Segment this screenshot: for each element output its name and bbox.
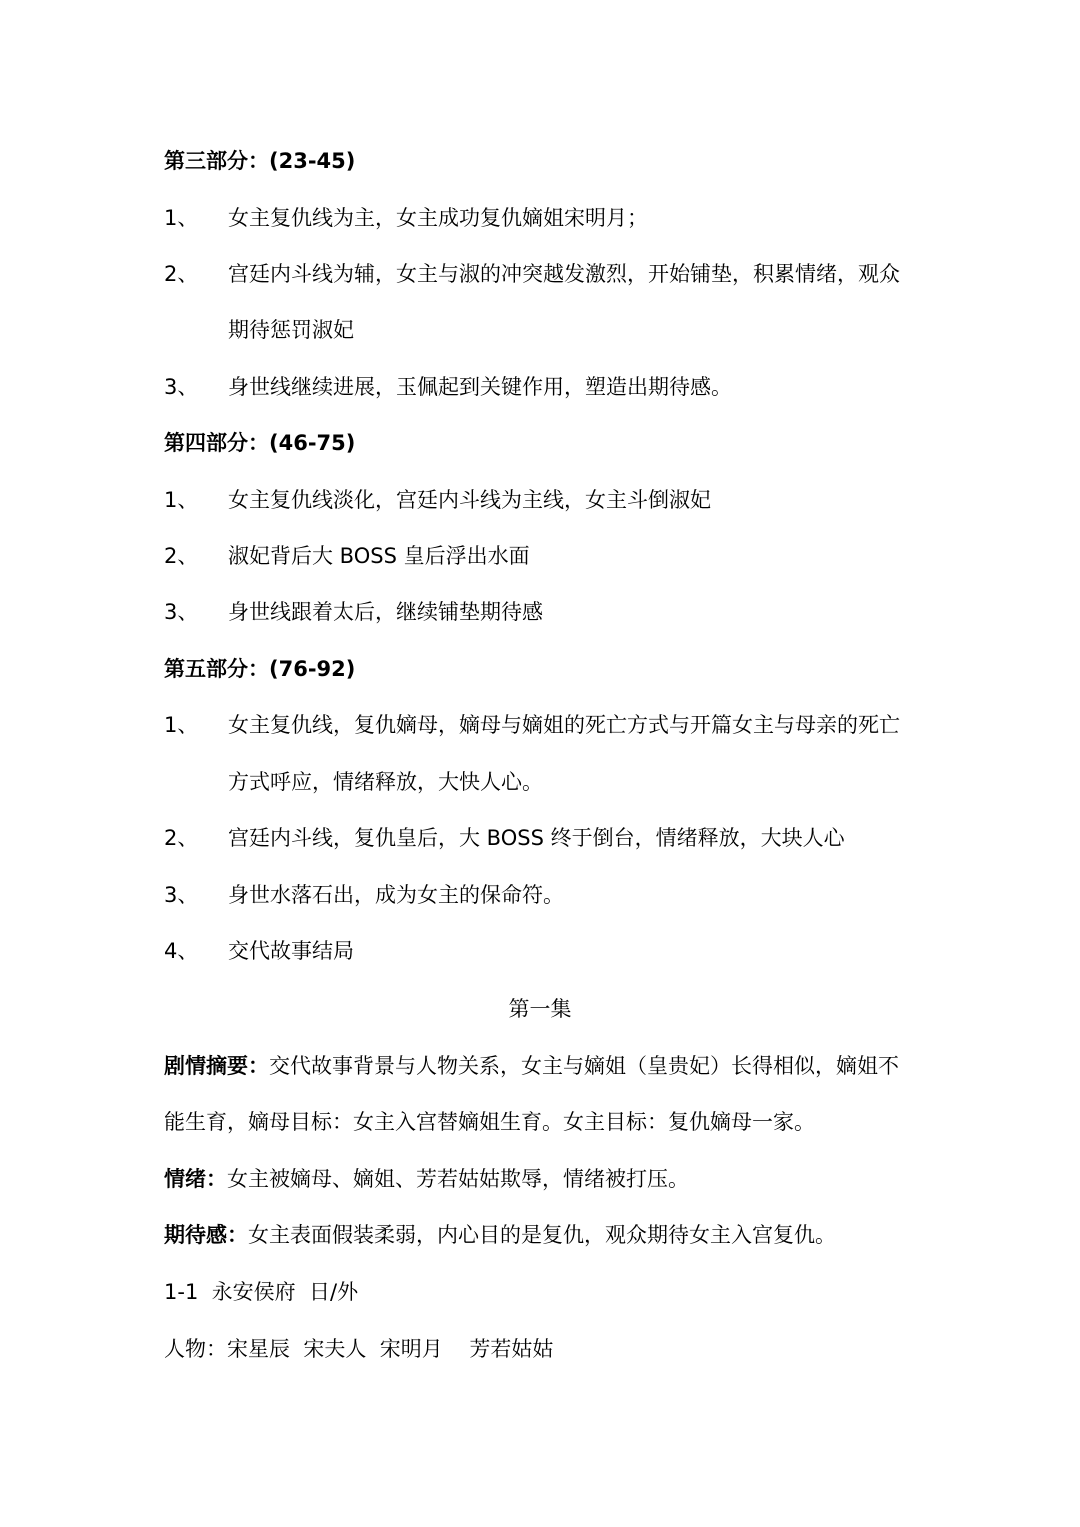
list-item-text: 身世水落石出，成为女主的保命符。: [228, 883, 564, 907]
list-number: 3、: [164, 375, 199, 399]
emotion-text: 女主被嫡母、嫡姐、芳若姑姑欺辱，情绪被打压。: [227, 1167, 689, 1191]
list-item-text: 宫廷内斗线，复仇皇后，大 BOSS 终于倒台，情绪释放，大块人心: [228, 826, 845, 850]
list-item-text: 女主复仇线，复仇嫡母，嫡母与嫡姐的死亡方式与开篇女主与母亲的死亡: [228, 713, 900, 737]
episode-emotion: [164, 1164, 916, 1194]
list-item-text: 女主复仇线淡化，宫廷内斗线为主线，女主斗倒淑妃: [228, 488, 711, 512]
episode-summary-continuation: 能生育，嫡母目标：女主入宫替嫡姐生育。女主目标：复仇嫡母一家。: [164, 1110, 815, 1134]
list-item-text: 身世线跟着太后，继续铺垫期待感: [228, 600, 543, 624]
part5-heading: 第五部分：(76-92): [164, 657, 356, 681]
list-number: 1、: [164, 713, 199, 737]
list-number: 4、: [164, 939, 199, 963]
list-number: 2、: [164, 826, 199, 850]
list-item-text: 淑妃背后大 BOSS 皇后浮出水面: [228, 544, 530, 568]
list-item-text: 女主复仇线为主，女主成功复仇嫡姐宋明月；: [228, 206, 648, 230]
summary-text: 交代故事背景与人物关系，女主与嫡姐（皇贵妃）长得相似，嫡姐不: [269, 1054, 899, 1078]
list-number: 2、: [164, 262, 199, 286]
scene-heading: 1-1 永安侯府 日/外: [164, 1280, 359, 1304]
list-number: 3、: [164, 883, 199, 907]
expectation-label: 期待感：: [164, 1223, 248, 1247]
list-item-text: 身世线继续进展，玉佩起到关键作用，塑造出期待感。: [228, 375, 732, 399]
list-number: 2、: [164, 544, 199, 568]
episode-expectation: [164, 1220, 916, 1250]
list-item-text: 交代故事结局: [228, 939, 354, 963]
list-number: 1、: [164, 206, 199, 230]
emotion-label: 情绪：: [164, 1167, 227, 1191]
list-number: 1、: [164, 488, 199, 512]
list-item-text: 方式呼应，情绪释放，大快人心。: [228, 770, 543, 794]
episode-title: 第一集: [508, 997, 572, 1021]
episode-summary: [164, 1051, 916, 1081]
list-item-text: 宫廷内斗线为辅，女主与淑的冲突越发激烈，开始铺垫，积累情绪，观众: [228, 262, 900, 286]
expectation-text: 女主表面假装柔弱，内心目的是复仇，观众期待女主入宫复仇。: [248, 1223, 836, 1247]
part4-heading: 第四部分：(46-75): [164, 431, 356, 455]
summary-label: 剧情摘要：: [164, 1054, 269, 1078]
list-number: 3、: [164, 600, 199, 624]
part3-heading: 第三部分：(23-45): [164, 149, 356, 173]
list-item-text: 期待惩罚淑妃: [228, 318, 354, 342]
characters-line: 人物：宋星辰 宋夫人 宋明月 芳若姑姑: [164, 1337, 554, 1361]
